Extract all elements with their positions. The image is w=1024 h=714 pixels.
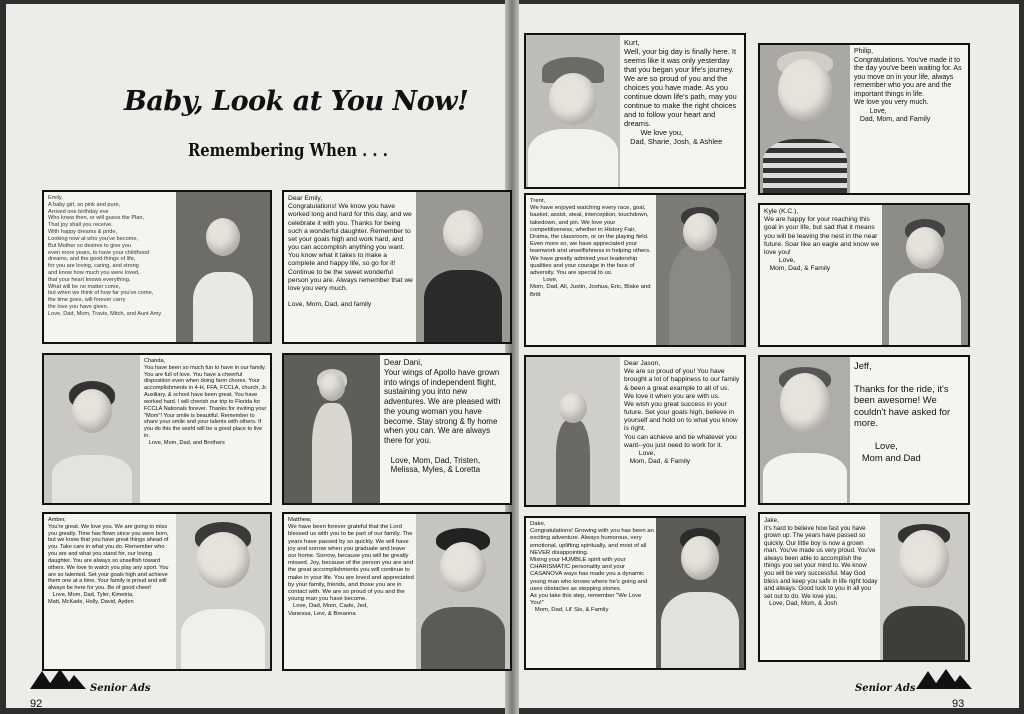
section-label-right: Senior Ads	[855, 683, 916, 694]
ad-message: Amber, You're great. We love you. We are going to miss you greatly. Time has flown since you were born, but we know that you have great things ahead of you. Take care in what you do. Remember who you are and what you stand for, our loving daughter. You are always so unselfish toward others. We love to watch you play any sport. You are so talented. Set your goals high and achieve them one at a time. Your family is proud and will always be here for you. Be of good cheer! Love, Mom, Dad, Tyler, Kimetria, Matt, McKade, Holly, David, Ayden	[48, 517, 169, 605]
baby-photo	[526, 357, 620, 505]
ad-message: Dake, Congratulations! Growing with you has been an exciting adventure. Always humorous, very emotional, uplifting spiritually, and most of all NEVER disappointing. Mixing your HUMBLE spirit with your CHARISMATIC personality and your CASANOVA ways has made you a dynamic young man who knows where he's going and uses obstacles as stepping stones. As you take this step, remember "We Love You!" Mom, Dad, Lil' Sis, & Family	[530, 521, 654, 614]
baby-photo	[760, 357, 850, 503]
baby-photo	[176, 192, 270, 342]
ad-emily	[282, 190, 512, 344]
baby-photo	[656, 518, 744, 668]
ad-message: Dear Jason, We are so proud of you! You have brought a lot of happiness to our family & been a great example to all of us. We love it when you are with us. We wish you great success in your future. Set your goals high, believe in yourself and hold on to what you know is right. You can achieve and be whatever you want--you just need to work for it. Love, Mom, Dad, & Family	[624, 360, 740, 466]
ad-jake	[758, 512, 970, 662]
ad-message: Emily, A baby girl, so pink and pure, Arrived one birthday eve Who knew then, or will guess the Plan, That joy shall you receive. With happy dreams & pride, Looking now at who you've become, But Mother so desires to give you even more years, to have your childhood dreams, and the good things of life, for you are loving, caring, and strong and know how much you were loved, that your heart knows everything. What will be no matter come, but when we think of how far you've come, the time goes, will forever carry the love you have given. Love, Dad, Mom, Travis, Mitch, and Aunt Amy	[48, 195, 162, 317]
baby-photo	[176, 514, 270, 669]
baby-photo	[44, 355, 140, 503]
ad-message: Kyle (K.C.), We are happy for your reaching this goal in your life, but sad that it means you will be leaving the nest in the near future. Soar like an eagle and know we love you! Love, Mom, Dad, & Family	[764, 208, 880, 273]
ad-message: Trent, We have enjoyed watching every race, goal, basket, assist, steal, interception, touchdown, takedown, and pin. We love your competitiveness, whether in History Fair, Drama, the classroom, or on the playing field. Even more so, we have appreciated your teamwork and unselfishness in helping others. We have greatly admired your leadership qualities and your courage in the face of adversity. You are special to us. Love, Mom, Dad, Ali, Justin, Joshua, Eric, Blake and Britt	[530, 198, 651, 298]
ad-amber	[42, 512, 272, 671]
ad-chanda	[42, 353, 272, 505]
ad-message: Dear Emily, Congratulations! We know you have worked long and hard for this day, and we celebrate it with you. Thanks for being such a wonderful daughter. Remember to set your goals high and work hard, and you can accomplish anything you want. You know what it takes to make a complete and happy life, so go for it! Continue to be the sweet wonderful person you are. Always remember that we love you very much. Love, Mom, Dad, and family	[288, 195, 413, 309]
page-title: Baby, Look at You Now!	[124, 86, 469, 117]
baby-photo	[882, 205, 968, 345]
ad-dani	[282, 353, 512, 505]
ad-jason	[524, 355, 746, 507]
baby-photo	[880, 514, 968, 660]
ad-message: Chanda, You have been so much fun to have in our family. You are full of love. You have a cheerful disposition even when doing farm chores. Your accomplishments in 4-H, FFA, FCCLA, church, Jr. Auxiliary, & school have been great. You have worked hard. I will cherish our trip to Florida for FCCLA Nationals forever. Thanks for inviting your "Mom"! Your smile is beautiful. Remember to share your smile and your talents with others. If you do this the world will be a good place to live in. Love, Mom, Dad, and Brothers	[144, 358, 268, 446]
ad-dake	[524, 516, 746, 670]
baby-photo	[760, 45, 850, 193]
ad-jeff	[758, 355, 970, 505]
ad-message: Matthew, We have been forever grateful that the Lord blessed us with you to be part of our family. The years have passed by so quickly. We will have joy and sorrow when you graduate and leave our home. Sorrow, because you will be greatly missed. Joy, because of the person you are and the great accomplishments you will continue to make in your life. You are loved and appreciated by your family, friends, and those you are in contact with. We are so proud of you and the young man you have become. Love, Dad, Mom, Cade, Jed, Vanessa, Levi, & Breanna	[288, 517, 414, 617]
ad-message: Philip, Congratulations. You've made it to the day you've been waiting for. As you move on in your life, always remember who you are and the important things in life. We love you very much. Love, Dad, Mom, and Family	[854, 48, 962, 124]
ad-message: Dear Dani, Your wings of Apollo have grown into wings of independent flight, sustaining you into new adventures. We are pleased with the young woman you have become. Stay strong & fly home when you can. We are always there for you. Love, Mom, Dad, Tristen, Melissa, Myles, & Loretta	[384, 358, 501, 475]
page-number-left: 92	[30, 698, 43, 710]
baby-photo	[416, 192, 510, 342]
page-subtitle: Remembering When . . .	[188, 140, 388, 161]
ad-kurt	[524, 33, 746, 189]
baby-photo	[284, 355, 380, 503]
ad-emily-poem	[42, 190, 272, 344]
baby-photo	[416, 514, 510, 669]
section-label-left: Senior Ads	[90, 683, 151, 694]
mountain-logo-right	[916, 669, 972, 694]
ad-message: Jake, It's hard to believe how fast you have grown up. The years have passed so quickly. Our little boy is now a grown man. You've made us very proud. You've always been able to accomplish the things you set your mind to. We know you will be very successful. May God bless and keep you safe in life right today and always. Good luck to you in all you set out to do. We love you, Love, Dad, Mom, & Josh	[764, 517, 878, 608]
ad-philip	[758, 43, 970, 195]
ad-trent	[524, 193, 746, 347]
baby-photo	[656, 195, 744, 345]
mountain-logo-left	[30, 669, 86, 694]
ad-matthew	[282, 512, 512, 671]
ad-kyle	[758, 203, 970, 347]
page-number-right: 93	[952, 698, 965, 710]
ad-message: Kurt, Well, your big day is finally here. It seems like it was only yesterday that you began your life's journey. We are so proud of you and the choices you have made. As you continue down life's path, may you continue to make the right choices and to follow your heart and dreams. We love you, Dad, Sharie, Josh, & Ashlee	[624, 38, 737, 147]
senior-photo	[526, 35, 620, 187]
ad-message: Jeff, Thanks for the ride, it's been awesome! We couldn't have asked for more. Love, Mom and Dad	[854, 360, 951, 463]
